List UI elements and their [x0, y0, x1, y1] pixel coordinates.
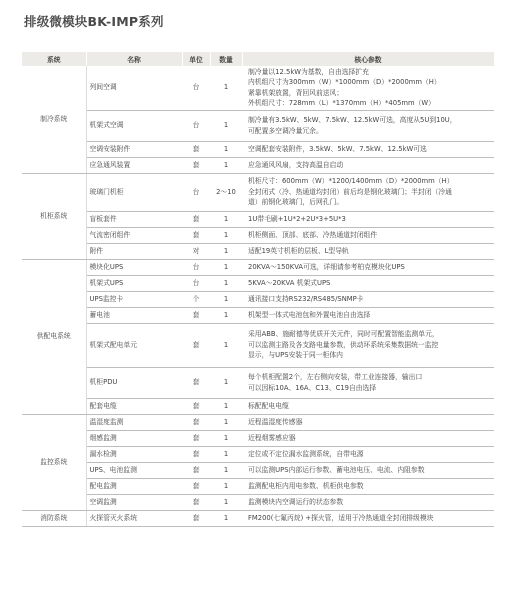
table-row: [22, 259, 494, 275]
item-unit: 套: [182, 494, 210, 510]
item-unit: 套: [182, 211, 210, 227]
param-line: 适配19英寸机柜的层板、L型导轨: [248, 246, 349, 255]
item-name: UPS监控卡: [86, 291, 182, 307]
item-unit: 套: [182, 414, 210, 430]
param-line: 1U带毛刷+1U*2+2U*3+5U*3: [248, 214, 346, 223]
table-row: [22, 307, 494, 323]
item-name: 配套电缆: [86, 398, 182, 414]
item-name: 空调监测: [86, 494, 182, 510]
item-name: 机架式UPS: [86, 275, 182, 291]
item-params: [242, 510, 494, 526]
item-unit: 套: [182, 430, 210, 446]
param-line: 标配配电电缆: [248, 401, 289, 410]
item-name: 应急通风装置: [86, 157, 182, 173]
system-cell: 供配电系统: [22, 259, 86, 414]
item-params: [242, 157, 494, 173]
item-unit: 套: [182, 398, 210, 414]
item-qty: 1: [210, 462, 242, 478]
item-params: [242, 307, 494, 323]
param-line: 近程烟雾感应器: [248, 433, 296, 442]
item-qty: 1: [210, 157, 242, 173]
item-name: 机架式配电单元: [86, 323, 182, 367]
table-row: [22, 446, 494, 462]
item-params: [242, 110, 494, 141]
item-name: 机柜PDU: [86, 367, 182, 398]
item-name: 烟感监测: [86, 430, 182, 446]
param-line: 制冷量以12.5kW为基数，自由选择扩充: [248, 67, 369, 76]
item-qty: 1: [223, 83, 229, 92]
item-unit: 台: [182, 275, 210, 291]
param-line: 可以因标10A、16A、C13、C19自由选择: [248, 383, 377, 392]
item-qty: 2～10: [210, 173, 242, 211]
item-name: 列间空调: [89, 83, 117, 92]
item-unit: 套: [182, 510, 210, 526]
header-unit: 单位: [182, 52, 210, 66]
item-params: [242, 243, 494, 259]
item-unit: 套: [182, 367, 210, 398]
item-name: 气流密闭组件: [86, 227, 182, 243]
item-qty: 1: [210, 478, 242, 494]
item-unit: 套: [182, 446, 210, 462]
param-line: 机柜侧面、顶部、底部、冷热通道封闭组件: [248, 230, 378, 239]
item-params: [242, 173, 494, 211]
item-qty: 1: [210, 307, 242, 323]
param-line: 空调配套安装附件，3.5kW、5kW、7.5kW、12.5kW可选: [248, 144, 427, 153]
item-params: [242, 367, 494, 398]
param-line: 机柜尺寸：600mm（W）*1200/1400mm（D）*2000mm（H）: [248, 177, 454, 186]
param-line: 20KVA～150KVA可选，详细请参考柏克模块化UPS: [248, 262, 405, 271]
table-row: [22, 110, 494, 141]
item-qty: 1: [210, 227, 242, 243]
item-qty: 1: [210, 141, 242, 157]
system-cell: 机柜系统: [22, 173, 86, 259]
item-unit: 套: [182, 307, 210, 323]
item-name: 玻璃门机柜: [86, 173, 182, 211]
item-unit: 套: [182, 227, 210, 243]
item-qty: 1: [210, 259, 242, 275]
item-qty: 1: [210, 398, 242, 414]
item-name: 温湿度监测: [86, 414, 182, 430]
item-params: [242, 494, 494, 510]
item-params: [242, 275, 494, 291]
system-cell: 监控系统: [22, 414, 86, 510]
item-qty: 1: [210, 211, 242, 227]
item-qty: 1: [210, 275, 242, 291]
item-qty: 1: [210, 446, 242, 462]
table-row: [22, 211, 494, 227]
param-line: 全封闭式（冷、热通道均封闭）前后均是钢化玻璃门；半封闭（冷通: [248, 187, 452, 196]
item-unit: 套: [182, 323, 210, 367]
table-row: [22, 66, 494, 110]
item-name: 机架式空调: [86, 110, 182, 141]
item-qty: 1: [210, 494, 242, 510]
param-line: 可以监测主路及各支路电量参数，供动环系统采集数据统一监控: [248, 340, 439, 349]
param-line: 机架型一体式电池包和外置电池自由选择: [248, 310, 371, 319]
header-qty: 数量: [210, 52, 242, 66]
table-row: [22, 398, 494, 414]
item-unit: 套: [182, 141, 210, 157]
table-row: [22, 291, 494, 307]
param-line: 可配置多空调冷量冗余。: [248, 126, 323, 135]
item-name: 漏水检测: [86, 446, 182, 462]
param-line: 可以监测UPS内部运行参数、蓄电池电压、电流、内阻参数: [248, 465, 425, 474]
item-unit: 台: [192, 83, 200, 92]
param-line: 定位或不定位漏水监测系统，自带电源: [248, 449, 364, 458]
item-unit: 台: [182, 173, 210, 211]
item-qty: 1: [210, 323, 242, 367]
system-cell: 制冷系统: [22, 66, 86, 173]
item-name: 模块化UPS: [86, 259, 182, 275]
item-name: 蓄电池: [86, 307, 182, 323]
param-line: 近程温湿度传感器: [248, 417, 303, 426]
table-row: [22, 243, 494, 259]
item-name: 空调安装附件: [86, 141, 182, 157]
param-line: 显示，与UPS安装于同一柜体内: [248, 351, 343, 360]
item-params: [242, 259, 494, 275]
param-line: 监测配电柜内用电参数、机柜供电参数: [248, 481, 364, 490]
page-title: 排级微模块BK-IMP系列: [24, 14, 164, 29]
table-row: [22, 494, 494, 510]
item-unit: 对: [182, 243, 210, 259]
table-row: [22, 173, 494, 211]
param-line: 5KVA～20KVA 机架式UPS: [248, 278, 331, 287]
item-qty: 1: [210, 291, 242, 307]
table-row: [22, 462, 494, 478]
item-unit: 套: [182, 478, 210, 494]
system-cell: 消防系统: [22, 510, 86, 526]
item-params: [242, 141, 494, 157]
item-unit: 个: [182, 291, 210, 307]
item-params: [242, 446, 494, 462]
table-row: [22, 510, 494, 526]
item-name: 盲板套件: [86, 211, 182, 227]
table-row: [22, 227, 494, 243]
table-row: [22, 414, 494, 430]
item-params: [242, 66, 494, 110]
item-params: [242, 430, 494, 446]
item-params: [242, 398, 494, 414]
item-params: [242, 323, 494, 367]
table-row: [22, 157, 494, 173]
table-row: [22, 367, 494, 398]
param-line: 外机组尺寸：728mm（L）*1370mm（H）*405mm（W）: [248, 99, 435, 108]
item-qty: 1: [210, 110, 242, 141]
param-line: 通讯接口支持RS232/RS485/SNMP卡: [248, 294, 364, 303]
item-unit: 台: [182, 259, 210, 275]
param-line: 采用ABB、施耐德等优质开关元件，同时可配置智能监测单元，: [248, 330, 439, 339]
table-body: [22, 66, 494, 526]
param-line: FM200(七氟丙烷) +探火管，适用于冷热通道全封闭排级模块: [248, 513, 434, 522]
param-line: 监测模块内空调运行的状态参数: [248, 497, 344, 506]
table-row: [22, 430, 494, 446]
item-name: 火探管灭火系统: [86, 510, 182, 526]
item-qty: 1: [210, 414, 242, 430]
table-row: [22, 478, 494, 494]
table-header-row: [22, 52, 494, 66]
item-unit: 台: [182, 110, 210, 141]
item-params: [242, 211, 494, 227]
param-line: 应急通风风扇，支持高温自启动: [248, 160, 344, 169]
item-name: UPS、电池监测: [86, 462, 182, 478]
spec-table: [22, 52, 495, 527]
item-params: [242, 478, 494, 494]
param-line: 紧靠机架放置，背回风前送风；: [248, 88, 344, 97]
item-name: 附件: [86, 243, 182, 259]
item-qty: 1: [210, 367, 242, 398]
item-name: 配电监测: [86, 478, 182, 494]
header-system: 系统: [22, 52, 86, 66]
item-params: [242, 414, 494, 430]
table-row: [22, 141, 494, 157]
item-params: [242, 227, 494, 243]
param-line: 每个机柜配置2个，左右侧向安装，带工业连接器，输出口: [248, 372, 423, 381]
item-unit: 套: [182, 462, 210, 478]
table-row: [22, 275, 494, 291]
param-line: 内机组尺寸为300mm（W）*1000mm（D）*2000mm（H）: [248, 78, 441, 87]
item-qty: 1: [210, 430, 242, 446]
header-name: 名称: [86, 52, 182, 66]
item-unit: 套: [182, 157, 210, 173]
item-params: [242, 462, 494, 478]
item-params: [242, 291, 494, 307]
table-row: [22, 323, 494, 367]
header-params: 核心参数: [242, 52, 494, 66]
item-qty: 1: [210, 510, 242, 526]
param-line: 制冷量有3.5kW、5kW、7.5kW、12.5kW可选，高度从5U到10U，: [248, 115, 457, 124]
item-qty: 1: [210, 243, 242, 259]
param-line: 道）前钢化玻璃门，后网孔门。: [248, 198, 344, 207]
